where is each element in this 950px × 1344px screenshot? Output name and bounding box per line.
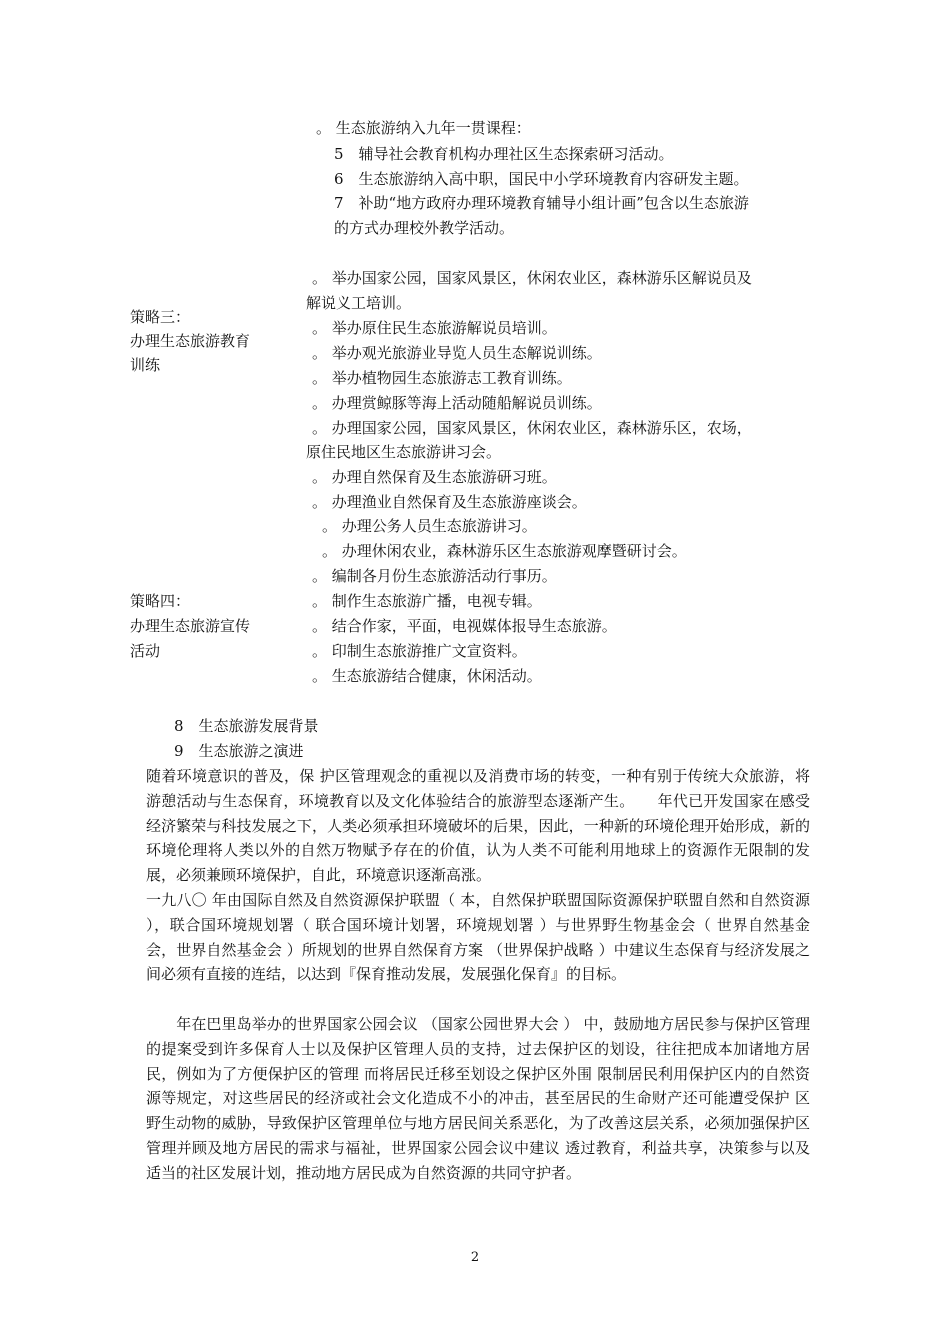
strategy-3-item: 。 办理渔业自然保育及生态旅游座谈会。 [312, 493, 587, 511]
strategy-3-item: 。 举办观光旅游业导览人员生态解说训练。 [312, 344, 602, 362]
section-heading-8: 8 生态旅游发展背景 [174, 717, 319, 735]
list-item-5: 5 辅导社会教育机构办理社区生态探索研习活动。 [334, 145, 674, 163]
strategy-3-item: 解说义工培训。 [306, 294, 412, 312]
strategy-4-item: 。 生态旅游结合健康，休闲活动。 [312, 667, 542, 685]
paragraph-environmental-awareness: 随着环境意识的普及，保 护区管理观念的重视以及消费市场的转变，一种有别于传统大众旅游，将游憩活动与生态保育，环境教育以及文化体验结合的旅游型态逐渐产生。 年代已开发国家在感受经济繁荣与科技发展之下，人类必须承担环境破坏的后果，因此，一种新的环境伦理开始形成，新的环境伦理将人类以外的自然万物赋予存在的价值，认为人类不可能利用地球上的资源作无限制的发展，必须兼顾环境保护，自此，环境意识逐渐高涨。 [146, 767, 810, 885]
strategy-4-title-cont: 活动 [130, 642, 161, 660]
curriculum-item: 。 生态旅游纳入九年一贯课程： [316, 119, 531, 137]
strategy-3-item: 。 办理休闲农业，森林游乐区生态旅游观摩暨研讨会。 [322, 542, 687, 560]
strategy-3-title: 办理生态旅游教育 [130, 332, 251, 350]
strategy-3-item: 。 办理赏鲸豚等海上活动随船解说员训练。 [312, 394, 602, 412]
paragraph-1980-strategy: 一九八〇 年由国际自然及自然资源保护联盟（ 本，自然保护联盟国际资源保护联盟自然和自然资源 ），联合国环境规划署（ 联合国环境计划署，环境规划署 ）与世界野生物基金会（ 世界自然基金会，世界自然基金会 ）所规划的世界自然保育方案 （世界保护战略 ）中建议生态保育与经济发展之间必须有直接的连结，以达到『保育推动发展，发展强化保育』的目标。 [146, 891, 810, 984]
strategy-3-item: 原住民地区生态旅游讲习会。 [306, 443, 502, 461]
list-item-7-cont: 的方式办理校外教学活动。 [334, 219, 515, 237]
list-item-7: 7 补助“地方政府办理环境教育辅导小组计画”包含以生态旅游 [334, 194, 749, 212]
strategy-3-item: 。 办理国家公园，国家风景区，休闲农业区，森林游乐区，农场， [312, 419, 752, 437]
strategy-4-label: 策略四： [130, 592, 191, 610]
paragraph-bali-congress: 年在巴里岛举办的世界国家公园会议 （国家公园世界大会 ） 中，鼓励地方居民参与保护区管理的提案受到许多保育人士以及保护区管理人员的支持，过去保护区的划设，往往把成本加诸地方居民，例如为了方便保护区的管理 而将居民迁移至划设之保护区外围 限制居民利用保护区内的自然资源等规定，对这些居民的经济或社会文化造成不小的冲击，甚至居民的生命财产还可能遭受保护 区野生动物的威胁，导致保护区管理单位与地方居民间关系恶化，为了改善这层关系，必须加强保护区管理并顾及地方居民的需求与福祉，世界国家公园会议中建议 透过教育，利益共享，决策参与以及适当的社区发展计划，推动地方居民成为自然资源的共同守护者。 [146, 1015, 810, 1182]
section-heading-9: 9 生态旅游之演进 [174, 742, 304, 760]
strategy-3-item: 。 办理自然保育及生态旅游研习班。 [312, 468, 557, 486]
strategy-4-item: 。 结合作家，平面，电视媒体报导生态旅游。 [312, 617, 617, 635]
strategy-3-item: 。 举办原住民生态旅游解说员培训。 [312, 319, 557, 337]
strategy-3-title-cont: 训练 [130, 356, 161, 374]
strategy-3-item: 。 举办国家公园，国家风景区，休闲农业区，森林游乐区解说员及 [312, 269, 752, 287]
strategy-3-item: 。 办理公务人员生态旅游讲习。 [322, 517, 537, 535]
strategy-4-item: 。 印制生态旅游推广文宣资料。 [312, 642, 527, 660]
page-number: 2 [470, 1250, 480, 1265]
strategy-4-item: 。 编制各月份生态旅游活动行事历。 [312, 567, 557, 585]
strategy-3-item: 。 举办植物园生态旅游志工教育训练。 [312, 369, 572, 387]
strategy-4-item: 。 制作生态旅游广播，电视专辑。 [312, 592, 542, 610]
list-item-6: 6 生态旅游纳入高中职，国民中小学环境教育内容研发主题。 [334, 170, 749, 188]
strategy-3-label: 策略三： [130, 308, 191, 326]
strategy-4-title: 办理生态旅游宣传 [130, 617, 251, 635]
